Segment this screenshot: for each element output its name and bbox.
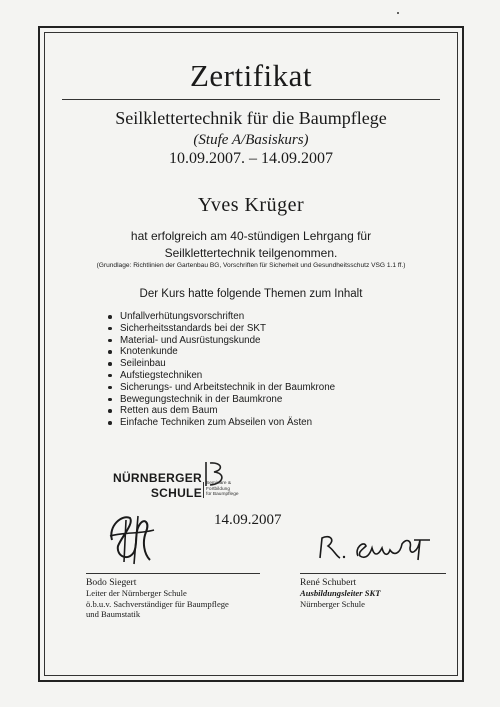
topics-list [106, 311, 335, 429]
list-item: Retten aus dem Baum [106, 405, 335, 417]
completion-line-1: hat erfolgreich am 40-stündigen Lehrgang für [130, 229, 372, 243]
signer-right-org: Nürnberger Schule [300, 598, 365, 609]
school-logo [114, 460, 254, 508]
logo-wordmark-line-2: SCHULE [150, 486, 202, 500]
course-level: (Stufe A/Basiskurs) [193, 132, 309, 148]
signature-right-icon [314, 530, 438, 564]
list-item: Aufstiegstechniken [106, 370, 335, 382]
list-item: Sicherheitsstandards bei der SKT [106, 323, 335, 335]
signer-left-line-1: Leiter der Nürnberger Schule [86, 588, 187, 599]
completion-statement [44, 228, 458, 262]
participant-name: Yves Krüger [197, 194, 305, 216]
signer-left-name: Bodo Siegert [86, 577, 137, 588]
list-item: Bewegungstechnik in der Baumkrone [106, 394, 335, 406]
signature-left-icon [104, 506, 164, 568]
logo-tagline [206, 481, 252, 498]
logo-divider [203, 482, 204, 498]
course-name: Seilklettertechnik für die Baumpflege [115, 108, 387, 128]
list-item: Sicherungs- und Arbeitstechnik in der Baumkrone [106, 382, 335, 394]
issue-date: 14.09.2007 [214, 512, 282, 528]
completion-line-2: Seilklettertechnik teilgenommen. [164, 246, 338, 260]
legal-basis: (Grundlage: Richtlinien der Gartenbau BG, Vorschriften für Sicherheit und Gesundheitsschutz VSG 1.1 ff.) [96, 262, 406, 269]
signature-line-right [300, 573, 446, 574]
logo-tagline-line-2: für Baumpflege [206, 492, 239, 498]
signer-right [300, 578, 380, 609]
signer-right-role: Ausbildungsleiter SKT [300, 588, 381, 599]
logo-tagline-line-1: Seminare & Fortbildung [206, 481, 232, 492]
list-item: Knotenkunde [106, 346, 335, 358]
list-item: Unfallverhütungsvorschriften [106, 311, 335, 323]
signer-right-name: René Schubert [300, 577, 357, 588]
signer-left-line-3: und Baumstatik [86, 609, 141, 620]
list-item: Einfache Techniken zum Abseilen von Ästen [106, 417, 335, 429]
certificate-title: Zertifikat [189, 58, 313, 93]
signer-left-line-2: ö.b.u.v. Sachverständiger für Baumpflege [86, 598, 229, 609]
signer-left [86, 578, 229, 620]
title-rule [62, 99, 440, 100]
scan-speck [397, 12, 399, 14]
signature-line-left [86, 573, 260, 574]
topics-intro: Der Kurs hatte folgende Themen zum Inhalt [139, 288, 363, 300]
logo-wordmark-line-1: NÜRNBERGER [112, 471, 202, 485]
list-item: Material- und Ausrüstungskunde [106, 335, 335, 347]
course-dates: 10.09.2007. – 14.09.2007 [169, 150, 333, 167]
list-item: Seileinbau [106, 358, 335, 370]
